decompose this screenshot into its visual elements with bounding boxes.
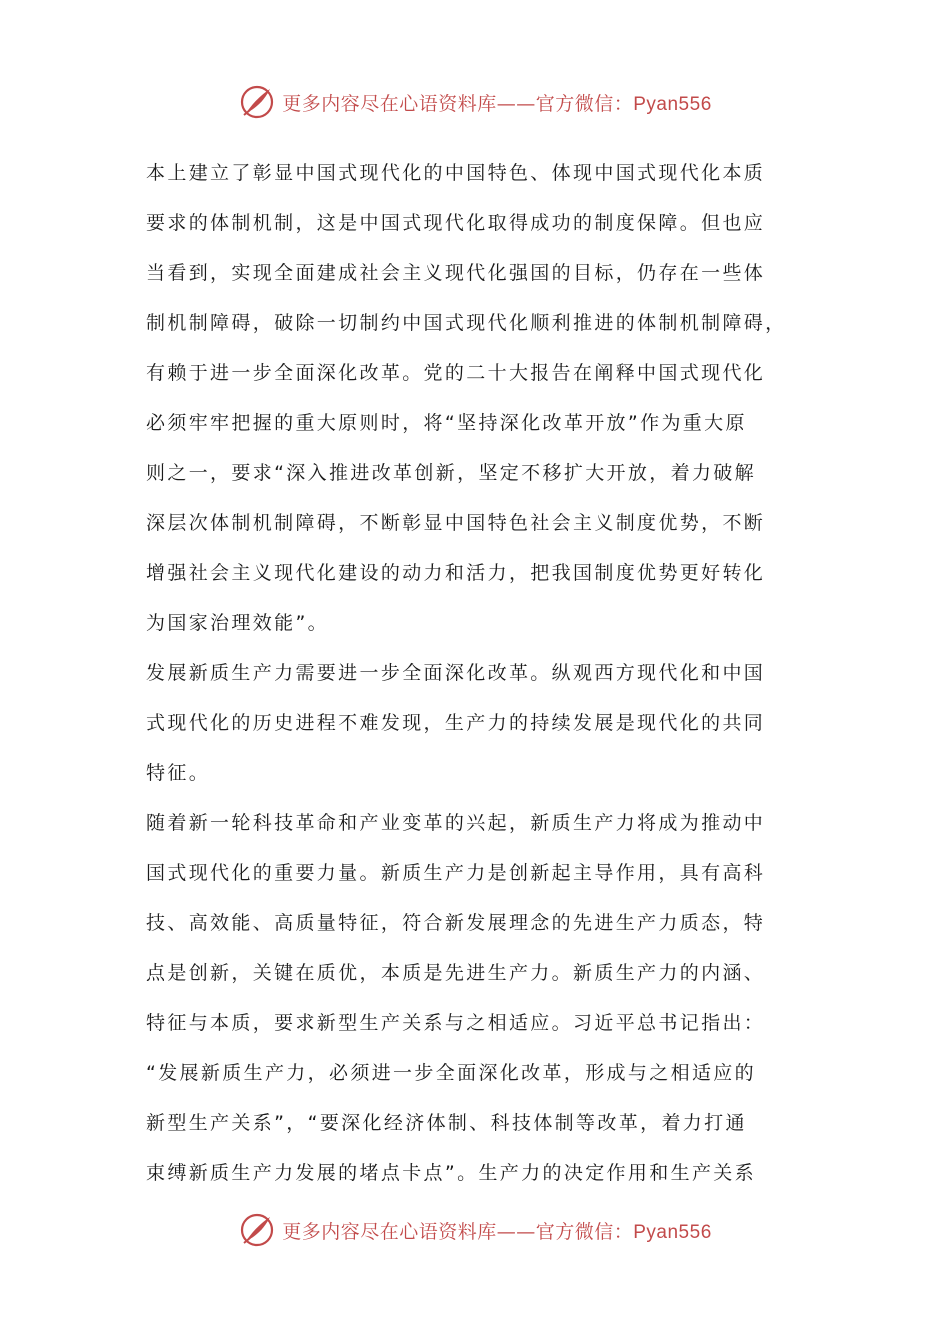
watermark-separator: —— [496, 92, 536, 115]
watermark-site: 更多内容尽在心语资料库 [282, 1220, 497, 1243]
paragraph [146, 648, 808, 798]
text-line: 特征。 [146, 762, 211, 784]
watermark-separator: —— [496, 1220, 536, 1243]
text-line: 为国家治理效能”。 [146, 612, 329, 634]
quill-logo-icon [238, 83, 276, 121]
header-watermark [0, 80, 950, 124]
text-line: 制机制障碍，破除一切制约中国式现代化顺利推进的体制机制障碍， [146, 312, 787, 334]
text-line: 点是创新，关键在质优，本质是先进生产力。新质生产力的内涵、 [146, 962, 766, 984]
text-line: “发展新质生产力，必须进一步全面深化改革，形成与之相适应的 [146, 1062, 756, 1084]
watermark-text [282, 1217, 712, 1244]
watermark-wechat-label: 官方微信： [535, 1220, 634, 1243]
paragraph [146, 148, 808, 648]
text-line: 有赖于进一步全面深化改革。党的二十大报告在阐释中国式现代化 [146, 362, 766, 384]
watermark-text [282, 89, 712, 116]
text-line: 深层次体制机制障碍，不断彰显中国特色社会主义制度优势，不断 [146, 512, 766, 534]
text-line: 发展新质生产力需要进一步全面深化改革。纵观西方现代化和中国 [146, 662, 766, 684]
text-line: 则之一，要求“深入推进改革创新，坚定不移扩大开放，着力破解 [146, 462, 756, 484]
text-line: 国式现代化的重要力量。新质生产力是创新起主导作用，具有高科 [146, 862, 766, 884]
text-line: 新型生产关系”，“要深化经济体制、科技体制等改革，着力打通 [146, 1112, 747, 1134]
text-line: 本上建立了彰显中国式现代化的中国特色、体现中国式现代化本质 [146, 162, 766, 184]
watermark-wechat-id: Pyan556 [633, 93, 712, 115]
text-line: 必须牢牢把握的重大原则时，将“坚持深化改革开放”作为重大原 [146, 412, 747, 434]
footer-watermark [0, 1208, 950, 1252]
watermark-site: 更多内容尽在心语资料库 [282, 92, 497, 115]
text-line: 式现代化的历史进程不难发现，生产力的持续发展是现代化的共同 [146, 712, 766, 734]
text-line: 要求的体制机制，这是中国式现代化取得成功的制度保障。但也应 [146, 212, 766, 234]
watermark-wechat-label: 官方微信： [535, 92, 634, 115]
paragraph [146, 798, 808, 1198]
document-body [146, 148, 808, 1198]
text-line: 束缚新质生产力发展的堵点卡点”。生产力的决定作用和生产关系 [146, 1162, 756, 1184]
text-line: 随着新一轮科技革命和产业变革的兴起，新质生产力将成为推动中 [146, 812, 766, 834]
text-line: 当看到，实现全面建成社会主义现代化强国的目标，仍存在一些体 [146, 262, 766, 284]
text-line: 增强社会主义现代化建设的动力和活力，把我国制度优势更好转化 [146, 562, 766, 584]
text-line: 特征与本质，要求新型生产关系与之相适应。习近平总书记指出： [146, 1012, 766, 1034]
quill-logo-icon [238, 1211, 276, 1249]
text-line: 技、高效能、高质量特征，符合新发展理念的先进生产力质态，特 [146, 912, 766, 934]
watermark-wechat-id: Pyan556 [633, 1221, 712, 1243]
